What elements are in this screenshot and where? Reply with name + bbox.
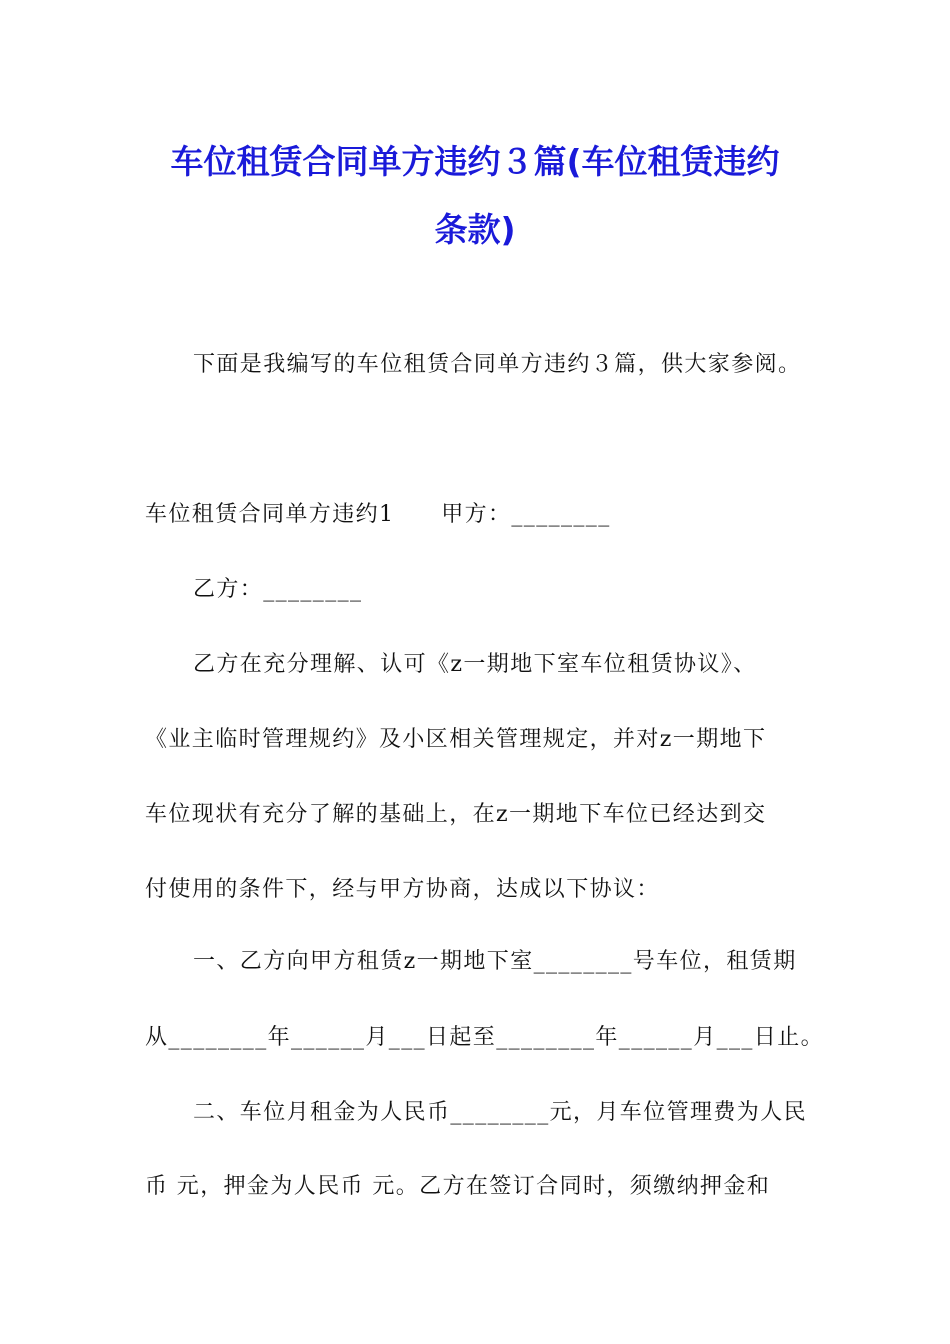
clause-one-line: 从________年______月___日起至________年______月___日止。 [145, 1025, 825, 1050]
document-title-line-2: 条款) [434, 210, 516, 249]
paragraph-line: 车位现状有充分了解的基础上，在z一期地下车位已经达到交 [145, 802, 767, 827]
clause-two-line: 币 元，押金为人民币 元。乙方在签订合同时，须缴纳押金和 [145, 1174, 771, 1199]
paragraph-line: 《业主临时管理规约》及小区相关管理规定，并对z一期地下 [145, 727, 767, 752]
contract-heading-line: 车位租赁合同单方违约1 甲方：________ [145, 502, 611, 527]
document-title-line-1: 车位租赁合同单方违约３篇(车位租赁违约 [170, 142, 780, 181]
paragraph-line: 付使用的条件下，经与甲方协商，达成以下协议： [145, 877, 660, 902]
party-b-line: 乙方：________ [193, 577, 363, 602]
clause-one-line: 一、乙方向甲方租赁z一期地下室________号车位，租赁期 [193, 949, 797, 974]
paragraph-line: 乙方在充分理解、认可《z一期地下室车位租赁协议》、 [193, 652, 757, 677]
intro-paragraph: 下面是我编写的车位租赁合同单方违约３篇，供大家参阅。 [193, 352, 802, 377]
clause-two-line: 二、车位月租金为人民币________元，月车位管理费为人民 [193, 1100, 808, 1125]
